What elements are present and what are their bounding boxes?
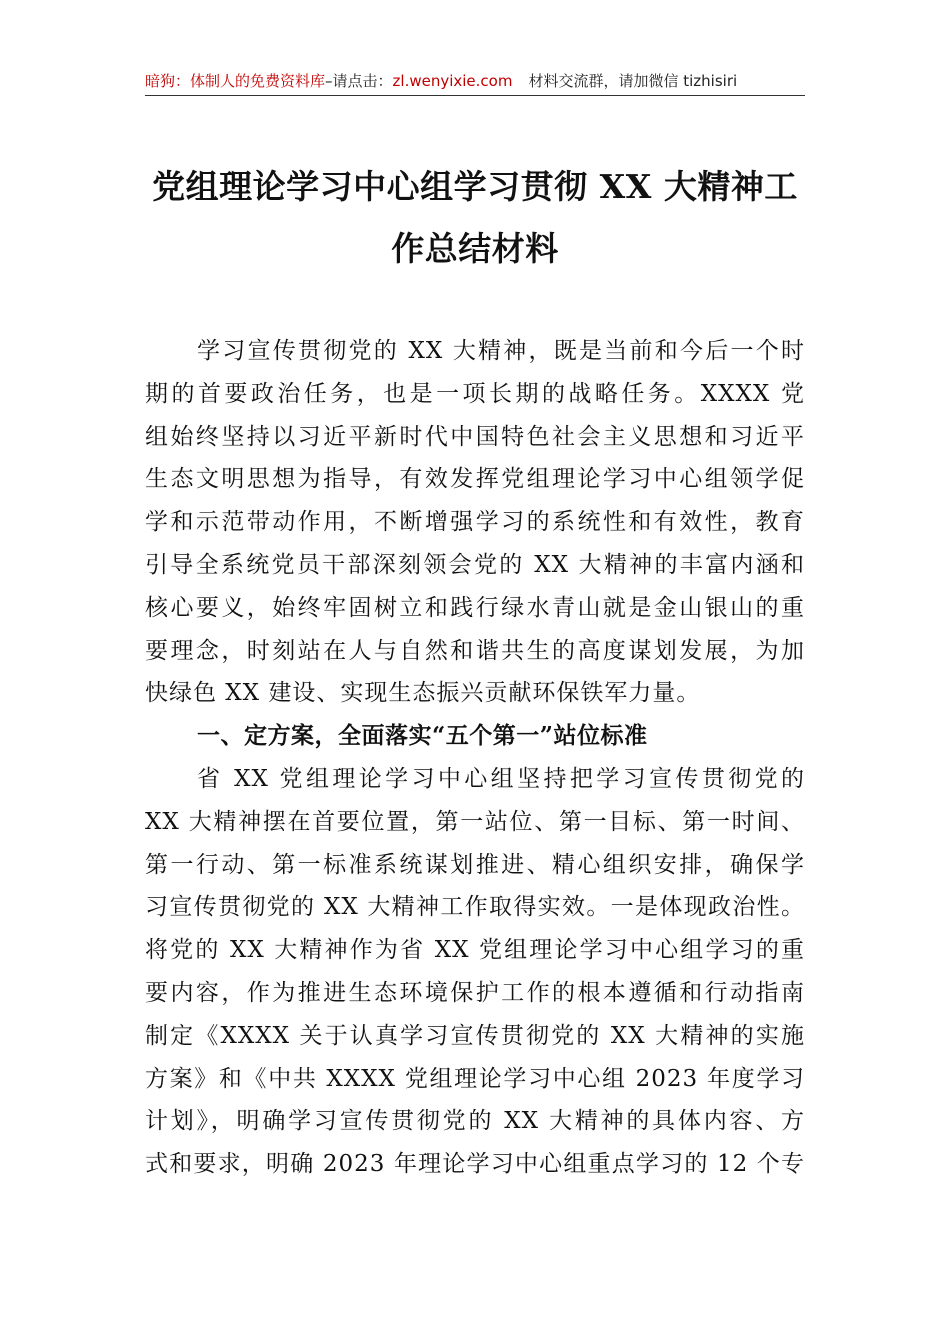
document-body (145, 330, 805, 1186)
paragraph-line: 计划》，明确学习宣传贯彻党的 XX 大精神的具体内容、方 (145, 1108, 805, 1135)
paragraph-line: 期的首要政治任务，也是一项长期的战略任务。XXXX 党 (145, 380, 805, 407)
document-title (145, 156, 805, 280)
paragraph-line: 组始终坚持以习近平新时代中国特色社会主义思想和习近平 (145, 423, 805, 450)
paragraph-line: 将党的 XX 大精神作为省 XX 党组理论学习中心组学习的重 (145, 937, 805, 964)
paragraph-line: 制定《XXXX 关于认真学习宣传贯彻党的 XX 大精神的实施 (145, 1022, 805, 1049)
header-brand: 暗狗：体制人的免费资料库 (145, 72, 326, 90)
paragraph-line: 要内容，作为推进生态环境保护工作的根本遵循和行动指南 (145, 979, 805, 1006)
title-line: 作总结材料 (391, 229, 559, 268)
paragraph-line: 省 XX 党组理论学习中心组坚持把学习宣传贯彻党的 (197, 765, 805, 792)
paragraph-line: 第一行动、第一标准系统谋划推进、精心组织安排，确保学 (145, 851, 805, 878)
paragraph-line: 学和示范带动作用，不断增强学习的系统性和有效性，教育 (145, 509, 805, 536)
paragraph-line: 式和要求，明确 2023 年理论学习中心组重点学习的 12 个专 (145, 1151, 805, 1178)
paragraph-line: 方案》和《中共 XXXX 党组理论学习中心组 2023 年度学习 (145, 1065, 805, 1092)
paragraph-line: XX 大精神摆在首要位置，第一站位、第一目标、第一时间、 (145, 808, 805, 835)
paragraph-line: 习宣传贯彻党的 XX 大精神工作取得实效。一是体现政治性。 (145, 894, 805, 921)
header-cta: –请点击： (325, 72, 393, 90)
paragraph-line: 学习宣传贯彻党的 XX 大精神，既是当前和今后一个时 (197, 338, 805, 364)
paragraph-line: 快绿色 XX 建设、实现生态振兴贡献环保铁军力量。 (145, 680, 701, 707)
section-heading: 一、定方案，全面落实“五个第一”站位标准 (197, 722, 648, 750)
paragraph-line: 要理念，时刻站在人与自然和谐共生的高度谋划发展，为加 (145, 637, 805, 664)
header-divider (145, 95, 805, 96)
paragraph-line: 核心要义，始终牢固树立和践行绿水青山就是金山银山的重 (145, 594, 805, 621)
paragraph-line: 生态文明思想为指导，有效发挥党组理论学习中心组领学促 (145, 466, 805, 493)
title-line: 党组理论学习中心组学习贯彻 XX 大精神工 (152, 167, 798, 206)
header-url-link[interactable]: zl.wenyixie.com (392, 72, 513, 90)
header-contact: 材料交流群，请加微信 tizhisiri (528, 72, 738, 90)
paragraph-line: 引导全系统党员干部深刻领会党的 XX 大精神的丰富内涵和 (145, 551, 805, 578)
header-banner (145, 68, 805, 94)
